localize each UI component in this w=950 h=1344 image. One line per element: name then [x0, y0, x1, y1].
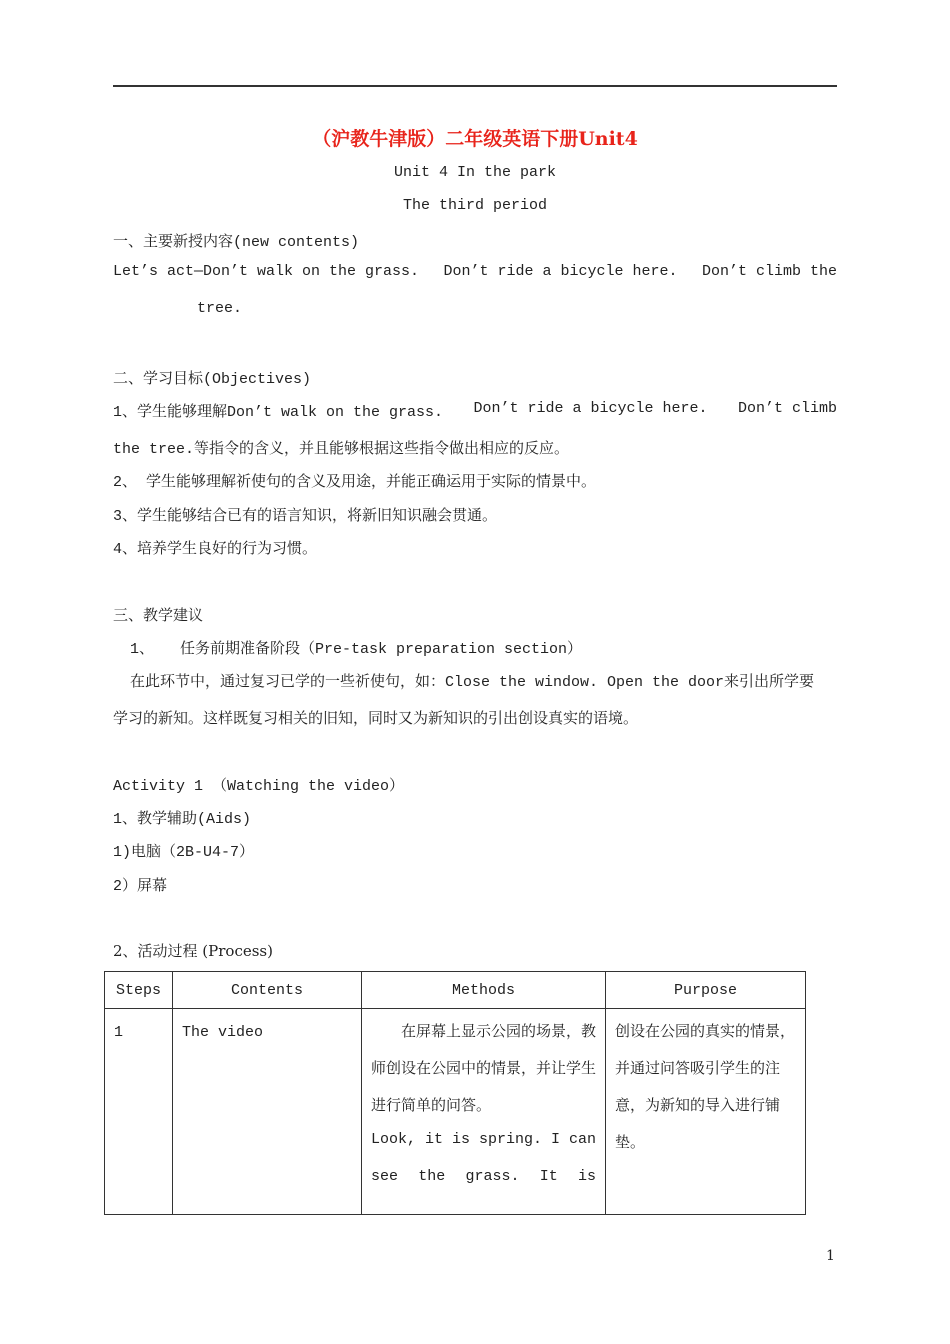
- section1-line1: [113, 263, 837, 280]
- step-cell: [105, 1009, 173, 1215]
- methods-word: grass.: [465, 1168, 520, 1185]
- section2-heading: 二、学习目标(Objectives): [113, 371, 312, 388]
- period-subtitle: The third period: [402, 197, 548, 214]
- purpose-text: 创设在公园的真实的情景，并通过问答吸引学生的注意，为新知的导入进行铺垫。: [615, 1024, 796, 1152]
- subsection-number: 1、: [130, 641, 155, 658]
- content-text: The video: [182, 1024, 264, 1041]
- methods-example-line1: Look, it is spring. I can: [371, 1131, 597, 1148]
- table-header-contents: Contents: [173, 972, 362, 1009]
- section1-heading: 一、主要新授内容(new contents): [113, 234, 360, 251]
- process-heading: 2、活动过程 (Process): [113, 942, 273, 960]
- table-header-steps: Steps: [105, 972, 173, 1009]
- header-rule: [113, 85, 837, 87]
- methods-word: the: [418, 1168, 446, 1185]
- objective-1-line1: [113, 400, 837, 421]
- section1-phrase-3: Don’t climb the: [701, 263, 837, 280]
- aid-screen: 2）屏幕: [113, 878, 168, 895]
- aids-heading: 1、教学辅助(Aids): [113, 811, 252, 828]
- process-table: [104, 971, 806, 1215]
- methods-example-line2: [371, 1155, 596, 1199]
- methods-word: It: [539, 1168, 558, 1185]
- table-header-methods: Methods: [362, 972, 606, 1009]
- purpose-cell: [606, 1009, 806, 1215]
- table-header-purpose: Purpose: [606, 972, 806, 1009]
- objective-3: 3、学生能够结合已有的语言知识，将新旧知识融会贯通。: [113, 508, 498, 525]
- methods-cell: [362, 1009, 606, 1215]
- activity-title: Activity 1 （Watching the video）: [113, 778, 405, 795]
- unit-subtitle: Unit 4 In the park: [393, 164, 557, 181]
- section1-phrase-2: Don’t ride a bicycle here.: [443, 263, 678, 280]
- section1-phrase-1: Let’s act—Don’t walk on the grass.: [113, 263, 420, 280]
- methods-word: is: [578, 1168, 597, 1185]
- objective-1-phrase-1: 1、学生能够理解Don’t walk on the grass.: [113, 404, 444, 421]
- table-row: [105, 1009, 806, 1215]
- content-cell: [173, 1009, 362, 1215]
- step-number: 1: [114, 1024, 124, 1041]
- objective-2: 2、 学生能够理解祈使句的含义及用途，并能正确运用于实际的情景中。: [113, 474, 597, 491]
- aid-computer: 1)电脑（2B-U4-7）: [113, 844, 255, 861]
- objective-1-phrase-3: Don’t climb: [737, 400, 837, 417]
- objective-1-phrase-2: Don’t ride a bicycle here.: [473, 400, 708, 417]
- section3-heading: 三、教学建议: [113, 608, 204, 625]
- objective-4: 4、培养学生良好的行为习惯。: [113, 541, 318, 558]
- document-title: （沪教牛津版）二年级英语下册Unit4: [312, 128, 638, 150]
- table-header-row: [105, 972, 806, 1009]
- section3-paragraph-line1: 在此环节中，通过复习已学的一些祈使句，如：Close the window. Open the door来引出所学要: [130, 674, 815, 691]
- subsection-title: 任务前期准备阶段（Pre-task preparation section）: [180, 641, 583, 658]
- page-number: 1: [826, 1248, 835, 1264]
- section1-line2: tree.: [197, 300, 243, 317]
- methods-word: see: [371, 1168, 399, 1185]
- methods-text: [363, 1010, 604, 1199]
- section3-paragraph-line2: 学习的新知。这样既复习相关的旧知，同时又为新知识的引出创设真实的语境。: [113, 711, 639, 728]
- methods-description: 在屏幕上显示公园的场景，教师创设在公园中的情景，并让学生进行简单的问答。: [371, 1024, 597, 1115]
- objective-1-line2: the tree.等指令的含义，并且能够根据这些指令做出相应的反应。: [113, 441, 570, 458]
